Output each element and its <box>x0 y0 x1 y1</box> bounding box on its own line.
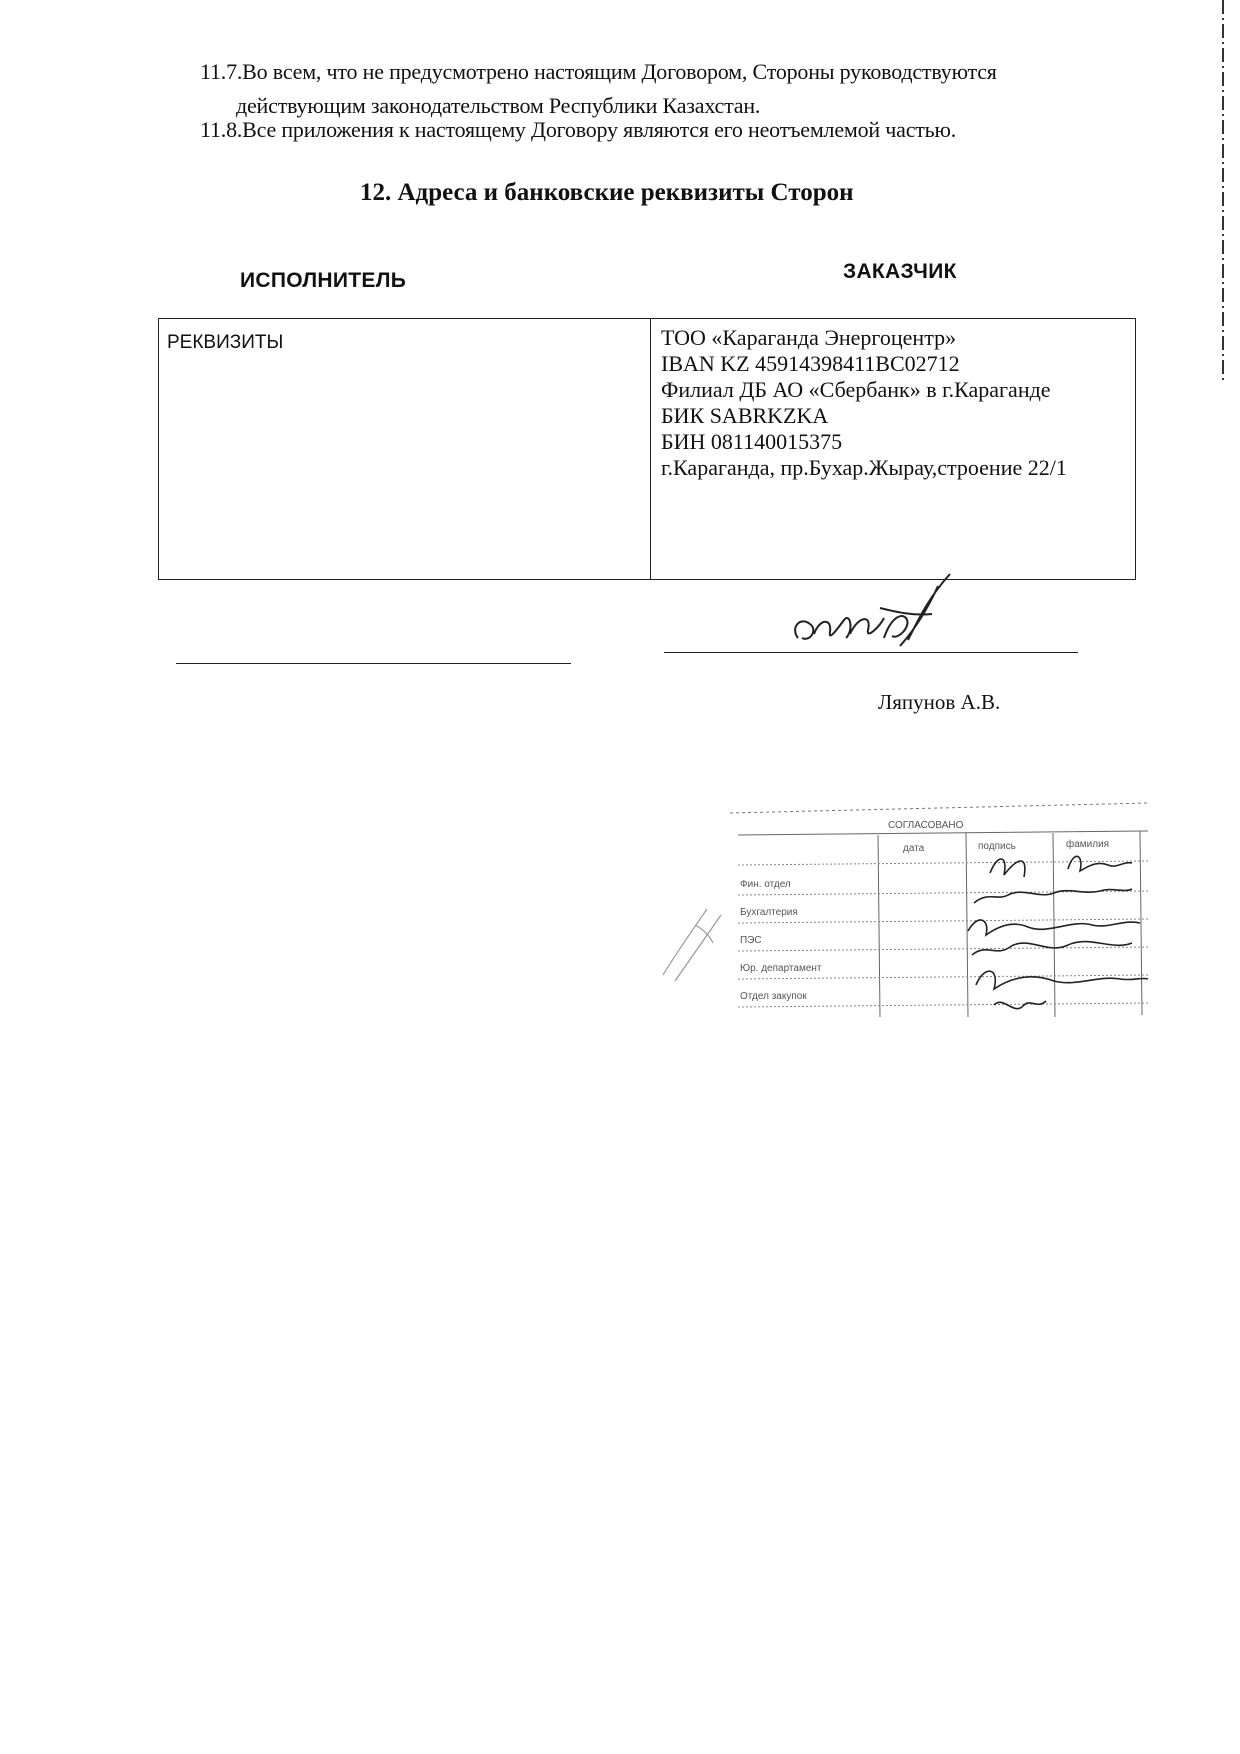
stamp-row-pes: ПЭС <box>740 935 762 946</box>
executor-heading: ИСПОЛНИТЕЛЬ <box>240 269 407 292</box>
customer-requisites-cell <box>661 325 1067 481</box>
customer-address: г.Караганда, пр.Бухар.Жырау,строение 22/1 <box>661 455 1067 480</box>
stamp-row-finance: Фин. отдел <box>740 879 791 890</box>
customer-signer-name: Ляпунов А.В. <box>878 690 1001 714</box>
stamp-col-date: дата <box>903 843 925 854</box>
stamp-col-surname: фамилия <box>1066 839 1110 850</box>
customer-signature <box>780 568 960 660</box>
customer-bin: БИН 081140015375 <box>661 429 843 454</box>
diagonal-pen-mark <box>655 885 735 985</box>
stamp-col-signature: подпись <box>978 841 1016 852</box>
stamp-row-legal: Юр. департамент <box>740 963 822 974</box>
customer-heading: ЗАКАЗЧИК <box>843 260 957 283</box>
clause-11-8: 11.8.Все приложения к настоящему Договору являются его неотъемлемой частью. <box>200 117 957 142</box>
executor-signature-line <box>176 663 571 664</box>
scan-edge-artifact <box>1220 0 1226 380</box>
customer-bik: БИК SABRKZKA <box>661 403 829 428</box>
customer-iban: IBAN KZ 45914398411BC02712 <box>661 351 960 376</box>
stamp-signatures <box>968 856 1148 1008</box>
executor-requisites-cell <box>159 319 651 579</box>
stamp-title: СОГЛАСОВАНО <box>888 820 964 831</box>
clause-11-7-line2: действующим законодательством Республики Казахстан. <box>236 93 761 118</box>
clause-11-7-line1: 11.7.Во всем, что не предусмотрено настоящим Договором, Стороны руководствуются <box>200 59 997 84</box>
executor-requisites-label: РЕКВИЗИТЫ <box>167 332 284 353</box>
section-title: 12. Адреса и банковские реквизиты Сторон <box>360 179 854 206</box>
approval-stamp <box>728 795 1158 1035</box>
stamp-row-accounting: Бухгалтерия <box>740 907 798 918</box>
customer-company: ТОО «Караганда Энергоцентр» <box>661 325 957 350</box>
requisites-table <box>158 318 1136 580</box>
stamp-row-procurement: Отдел закупок <box>740 991 807 1002</box>
customer-bank: Филиал ДБ АО «Сбербанк» в г.Караганде <box>661 377 1051 402</box>
